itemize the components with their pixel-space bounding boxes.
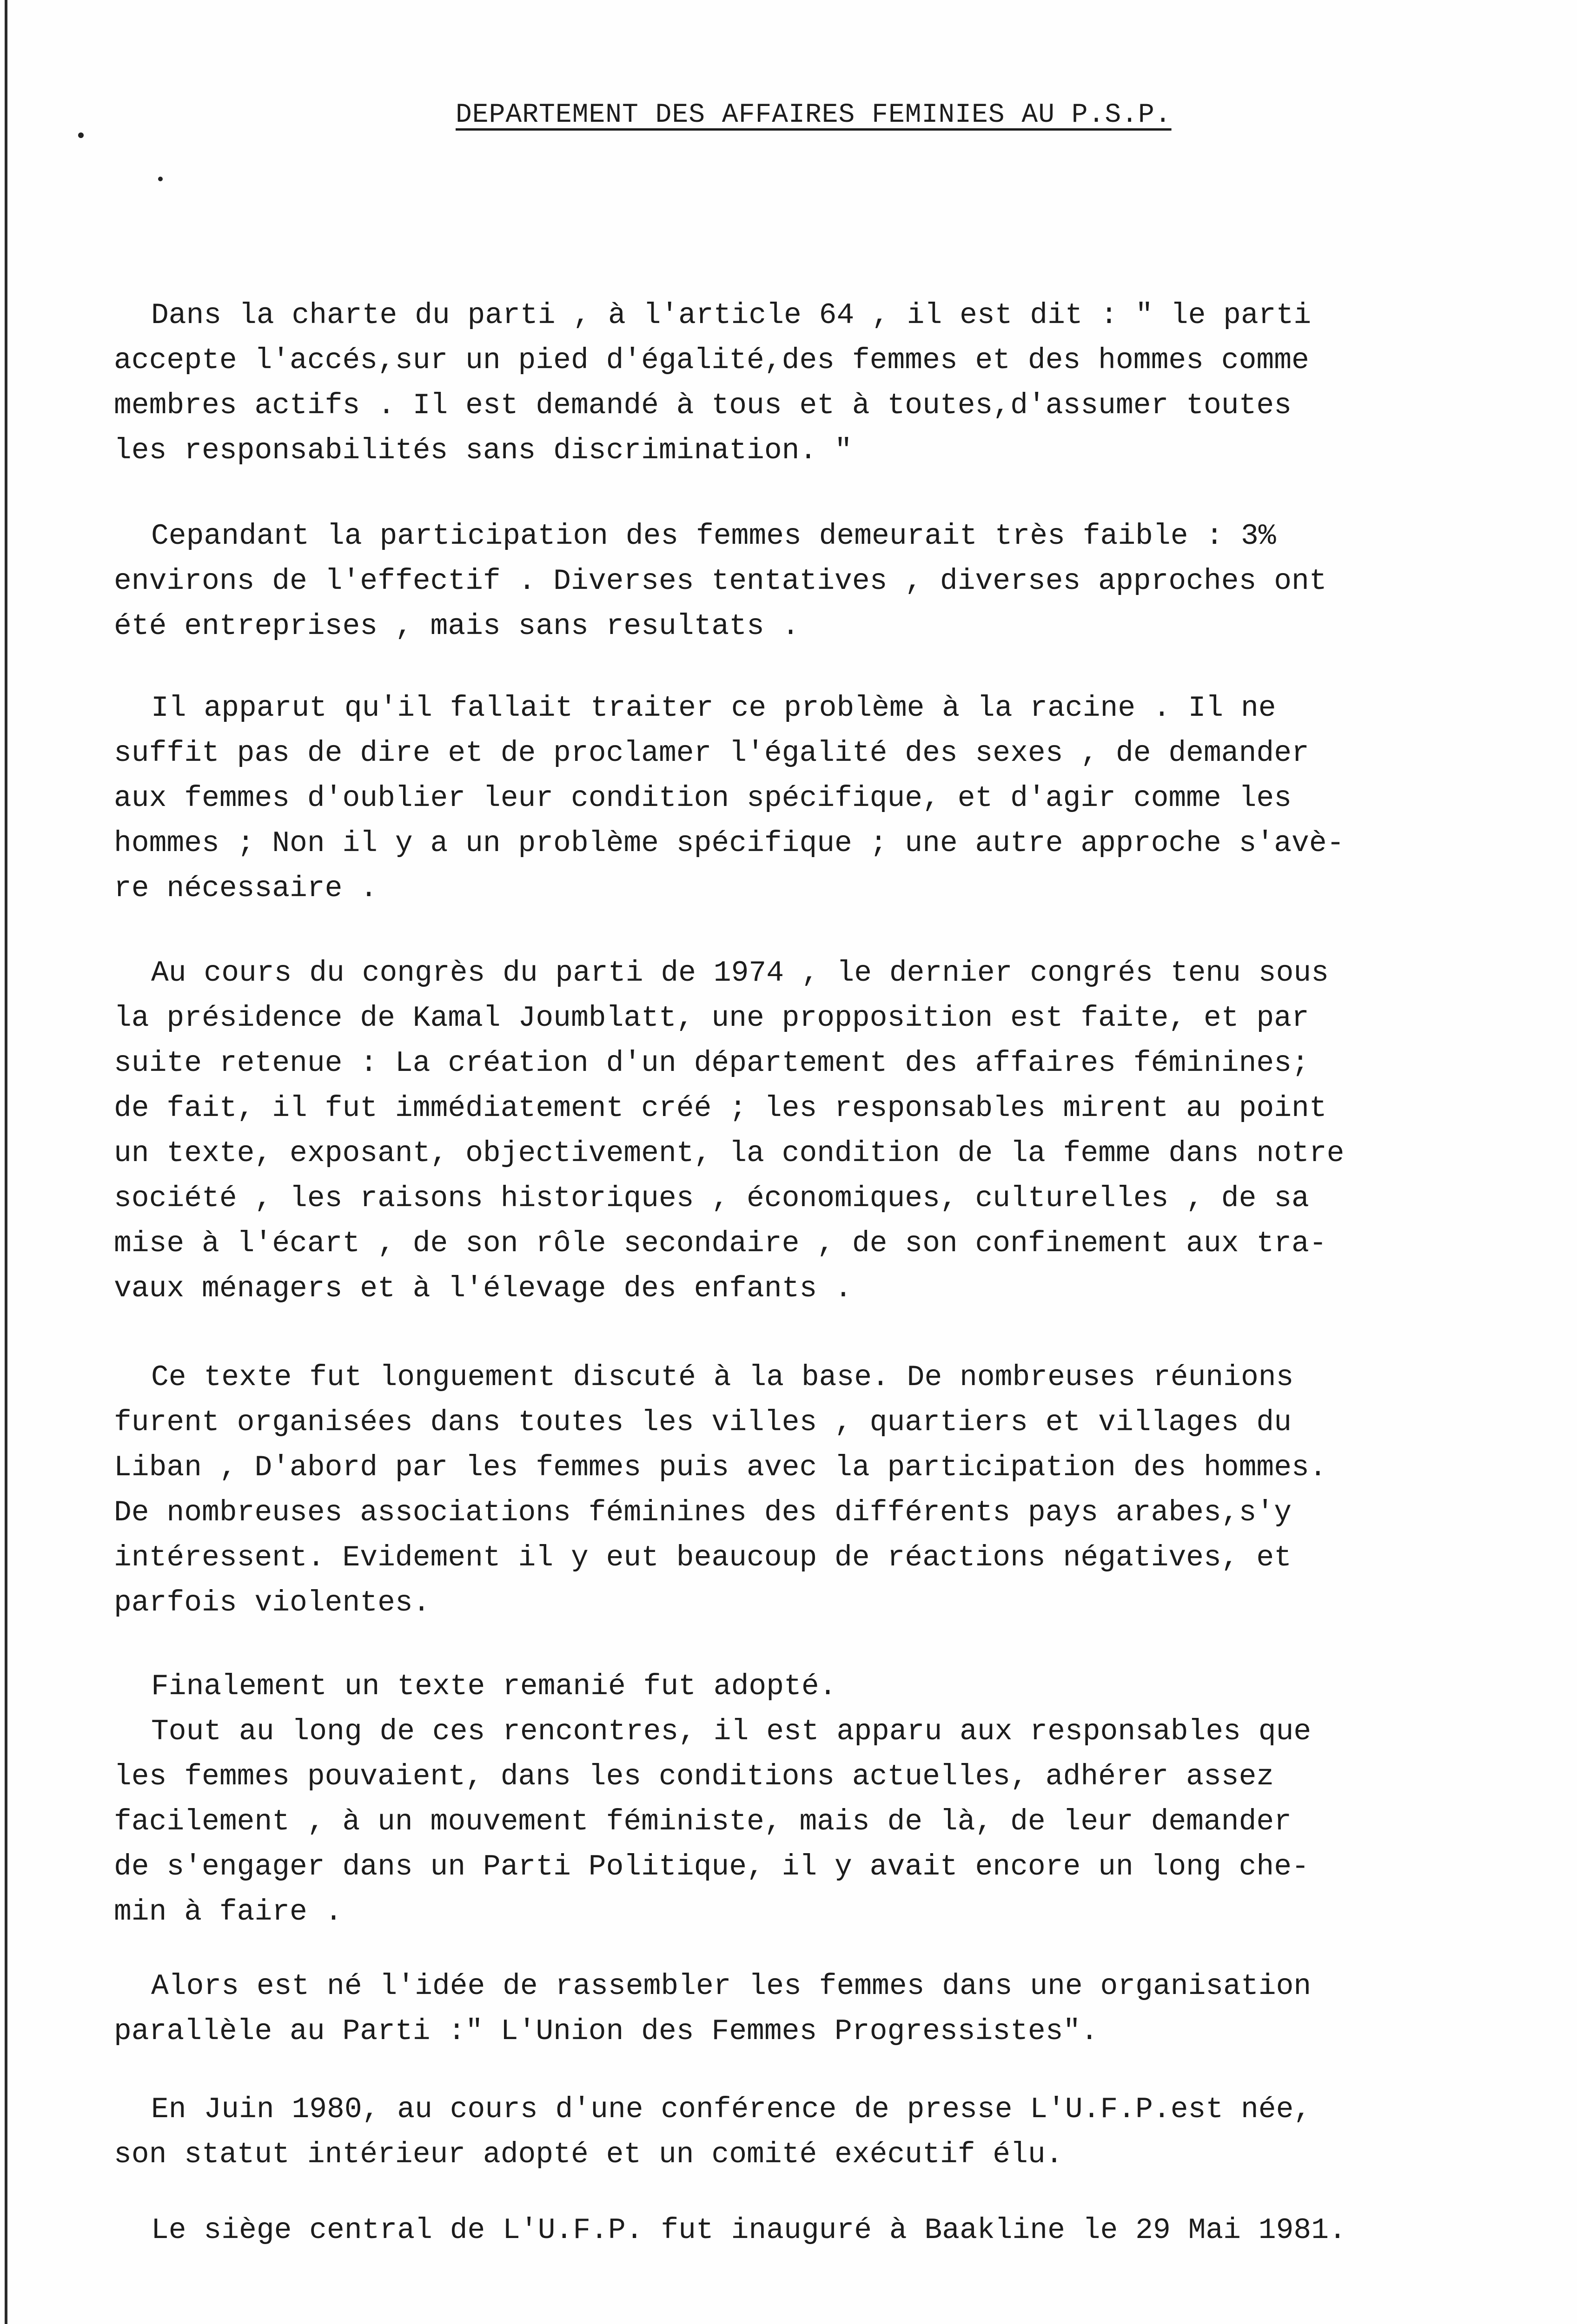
text-line: suite retenue : La création d'un département des affaires féminines; [114, 1047, 1309, 1080]
margin-mark [78, 132, 84, 138]
text-line: Dans la charte du parti , à l'article 64 , il est dit : " le parti [151, 299, 1312, 332]
text-line: Ce texte fut longuement discuté à la base. De nombreuses réunions [151, 1361, 1294, 1394]
paragraph-7 [114, 1964, 1462, 2054]
text-line: été entreprises , mais sans resultats . [114, 610, 800, 643]
text-line: environs de l'effectif . Diverses tentatives , diverses approches ont [114, 565, 1327, 598]
text-line: les responsabilités sans discrimination. " [114, 434, 852, 467]
text-line: Le siège central de L'U.F.P. fut inauguré à Baakline le 29 Mai 1981. [151, 2214, 1346, 2247]
text-line: accepte l'accés,sur un pied d'égalité,des femmes et des hommes comme [114, 344, 1309, 377]
text-line: de fait, il fut immédiatement créé ; les responsables mirent au point [114, 1092, 1327, 1125]
text-line: intéressent. Evidement il y eut beaucoup de réactions négatives, et [114, 1541, 1292, 1574]
text-line: min à faire . [114, 1895, 343, 1928]
page-left-border [5, 0, 7, 2324]
paragraph-4 [114, 951, 1462, 1311]
text-line: facilement , à un mouvement féministe, mais de là, de leur demander [114, 1805, 1292, 1838]
text-line: société , les raisons historiques , économiques, culturelles , de sa [114, 1182, 1309, 1215]
text-line: furent organisées dans toutes les villes , quartiers et villages du [114, 1406, 1292, 1439]
text-line: parfois violentes. [114, 1586, 431, 1619]
text-line: hommes ; Non il y a un problème spécifique ; une autre approche s'avè- [114, 827, 1345, 860]
text-line: suffit pas de dire et de proclamer l'égalité des sexes , de demander [114, 737, 1309, 770]
text-line: parallèle au Parti :" L'Union des Femmes Progressistes". [114, 2015, 1099, 2048]
document-title: DEPARTEMENT DES AFFAIRES FEMINIES AU P.S.P. [456, 100, 1172, 130]
paragraph-8 [114, 2087, 1462, 2177]
text-line: Au cours du congrès du parti de 1974 , le dernier congrés tenu sous [151, 957, 1329, 990]
paragraph-2 [114, 514, 1462, 649]
text-line: aux femmes d'oublier leur condition spécifique, et d'agir comme les [114, 782, 1292, 815]
text-line: Il apparut qu'il fallait traiter ce problème à la racine . Il ne [151, 692, 1276, 725]
paragraph-9 [114, 2208, 1462, 2253]
text-line: de s'engager dans un Parti Politique, il y avait encore un long che- [114, 1850, 1309, 1883]
text-line: Finalement un texte remanié fut adopté. [151, 1670, 837, 1703]
paragraph-1 [114, 293, 1462, 473]
margin-mark [158, 177, 163, 181]
text-line: membres actifs . Il est demandé à tous et à toutes,d'assumer toutes [114, 389, 1292, 422]
text-line: Alors est né l'idée de rassembler les femmes dans une organisation [151, 1970, 1312, 2003]
paragraph-5 [114, 1355, 1462, 1625]
text-line: Tout au long de ces rencontres, il est apparu aux responsables que [151, 1715, 1312, 1748]
text-line: son statut intérieur adopté et un comité exécutif élu. [114, 2138, 1063, 2171]
paragraph-3 [114, 686, 1462, 911]
text-line: un texte, exposant, objectivement, la condition de la femme dans notre [114, 1137, 1345, 1170]
text-line: re nécessaire . [114, 872, 378, 905]
text-line: De nombreuses associations féminines des différents pays arabes,s'y [114, 1496, 1292, 1529]
text-line: mise à l'écart , de son rôle secondaire , de son confinement aux tra- [114, 1227, 1327, 1260]
text-line: En Juin 1980, au cours d'une conférence de presse L'U.F.P.est née, [151, 2093, 1312, 2126]
paragraph-6 [114, 1664, 1462, 1934]
text-line: la présidence de Kamal Joumblatt, une propposition est faite, et par [114, 1002, 1309, 1035]
text-line: Liban , D'abord par les femmes puis avec la participation des hommes. [114, 1451, 1327, 1484]
text-line: les femmes pouvaient, dans les conditions actuelles, adhérer assez [114, 1760, 1274, 1793]
text-line: vaux ménagers et à l'élevage des enfants . [114, 1272, 852, 1305]
text-line: Cepandant la participation des femmes demeurait très faible : 3% [151, 520, 1276, 553]
